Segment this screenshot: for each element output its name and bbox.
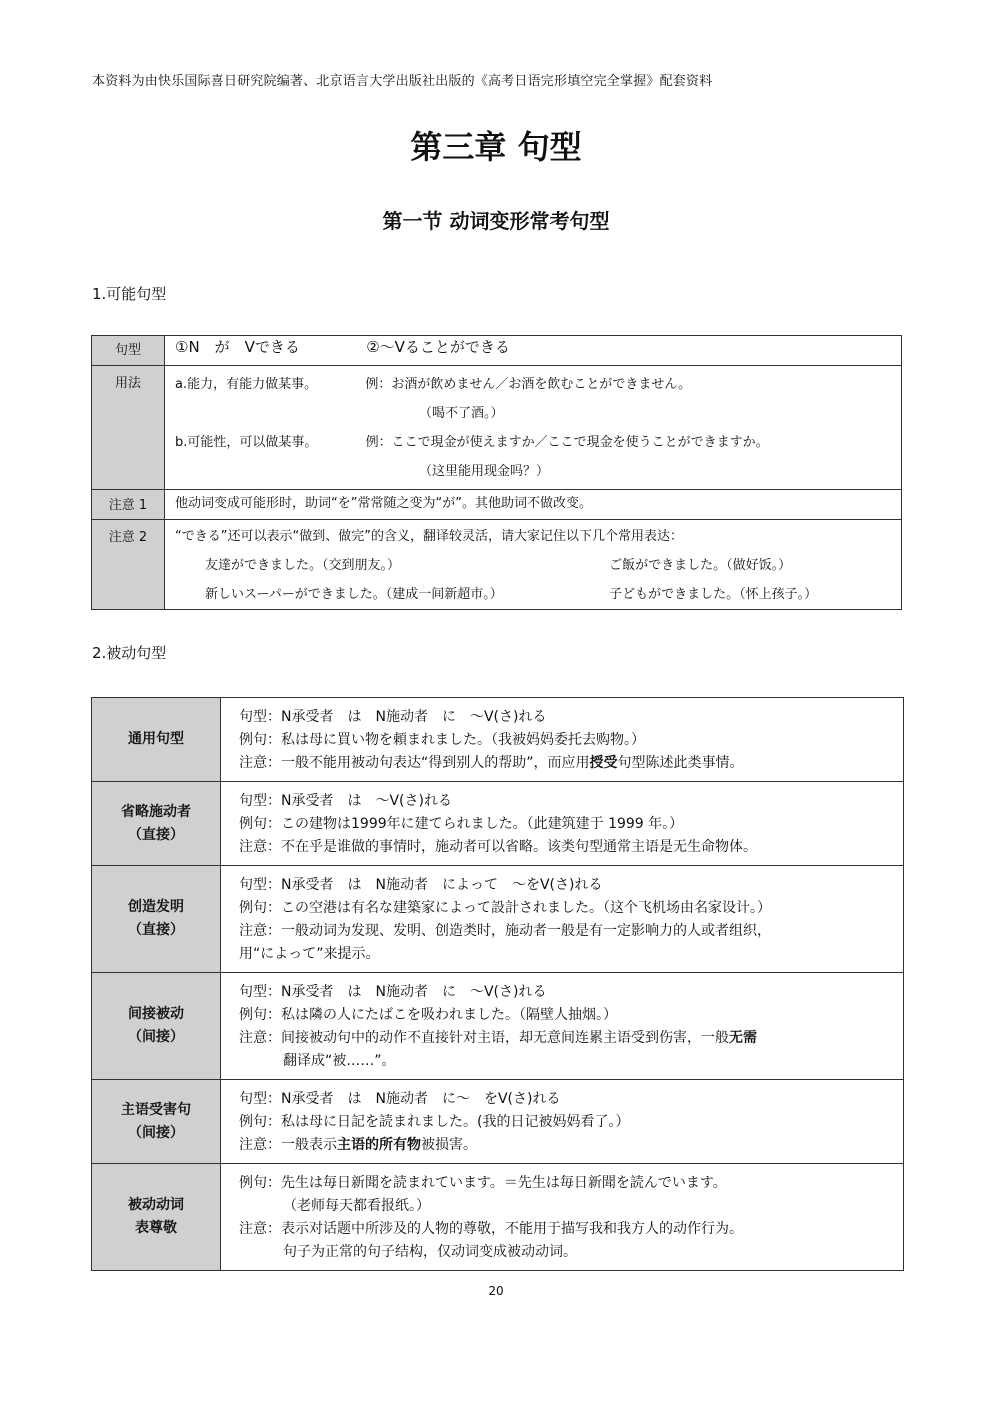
passive-row-content (221, 973, 904, 1080)
passive-note: 注意：一般表示主语的所有物被损害。 (239, 1137, 477, 1153)
note2-intro: “できる”还可以表示“做到、做完”的含义，翻译较灵活，请大家记住以下几个常用表达： (175, 529, 683, 544)
header-note: 本资料为由快乐国际喜日研究院编著、北京语言大学出版社出版的《高考日语完形填空完全掌握》配套资料 (92, 74, 713, 89)
row-label-note1: 注意 1 (92, 490, 165, 520)
section2-heading: 2.被动句型 (92, 644, 167, 662)
passive-example-translation: （老师每天都看报纸。） (283, 1198, 430, 1214)
passive-row-label: 主语受害句 （间接） (92, 1080, 221, 1164)
passive-example: 例句：私は隣の人にたばこを吸われました。（隔壁人抽烟。） (239, 1007, 617, 1023)
row-label-note2: 注意 2 (92, 520, 165, 610)
note1-cell (165, 490, 902, 520)
passive-row-label: 创造发明 （直接） (92, 866, 221, 973)
passive-pattern: 句型：N承受者 は N施动者 に ～V(さ)れる (239, 709, 547, 725)
pattern-cell (165, 336, 902, 366)
table-row (92, 782, 904, 866)
usage-a-text: a.能力，有能力做某事。 (175, 377, 318, 392)
passive-pattern: 句型：N承受者 は ～V(さ)れる (239, 793, 452, 809)
row-label-usage: 用法 (92, 366, 165, 490)
usage-b-translation: （这里能用现金吗？） (419, 464, 550, 479)
usage-b-example: 例：ここで現金が使えますか／ここで現金を使うことができますか。 (365, 435, 769, 450)
passive-pattern: 句型：N承受者 は N施动者 に ～V(さ)れる (239, 984, 547, 1000)
table-row (92, 490, 902, 520)
passive-row-content (221, 1080, 904, 1164)
passive-note-continued: 翻译成“被……”。 (283, 1053, 396, 1069)
passive-note: 注意：间接被动句中的动作不直接针对主语，却无意间连累主语受到伤害，一般无需 (239, 1030, 757, 1046)
table-row (92, 1164, 904, 1271)
section1-heading: 1.可能句型 (92, 285, 167, 303)
passive-note: 注意：一般动词为发现、发明、创造类时，施动者一般是有一定影响力的人或者组织， (239, 923, 771, 939)
row-label-pattern: 句型 (92, 336, 165, 366)
passive-row-content (221, 1164, 904, 1271)
page-number: 20 (488, 1284, 504, 1298)
pattern-part2: ②～Vることができる (366, 338, 510, 356)
passive-pattern: 句型：N承受者 は N施动者 によって ～をV(さ)れる (239, 877, 603, 893)
table-row (92, 336, 902, 366)
table-row (92, 520, 902, 610)
table-row (92, 698, 904, 782)
passive-row-label: 通用句型 (92, 698, 221, 782)
passive-row-content (221, 698, 904, 782)
section-title: 第一节 动词变形常考句型 (382, 209, 610, 233)
potential-pattern-table (91, 335, 902, 610)
note2-example-2: ご飯ができました。（做好饭。） (609, 558, 792, 573)
passive-row-content (221, 782, 904, 866)
passive-row-label: 省略施动者 （直接） (92, 782, 221, 866)
passive-example: 例句：この建物は1999年に建てられました。（此建筑建于 1999 年。） (239, 816, 684, 832)
note2-example-4: 子どもができました。（怀上孩子。） (609, 587, 818, 602)
passive-pattern-table (91, 697, 904, 1271)
note1-text: 他动词变成可能形时，助词“を”常常随之变为“が”。其他助词不做改变。 (175, 496, 592, 511)
note2-example-1: 友達ができました。（交到朋友。） (205, 558, 401, 573)
usage-a-translation: （喝不了酒。） (419, 406, 504, 421)
passive-example: 例句：私は母に買い物を頼まれました。（我被妈妈委托去购物。） (239, 732, 645, 748)
usage-a-example: 例：お酒が飲めません／お酒を飲むことができません。 (365, 377, 692, 392)
passive-row-label: 间接被动 （间接） (92, 973, 221, 1080)
passive-row-label: 被动动词 表尊敬 (92, 1164, 221, 1271)
note2-example-3: 新しいスーパーができました。（建成一间新超市。） (205, 587, 503, 602)
passive-example: 例句：私は母に日記を読まれました。(我的日记被妈妈看了。） (239, 1114, 630, 1130)
usage-b-text: b.可能性，可以做某事。 (175, 435, 318, 450)
passive-note: 注意：表示对话题中所涉及的人物的尊敬，不能用于描写我和我方人的动作行为。 (239, 1221, 743, 1237)
table-row (92, 366, 902, 490)
table-row (92, 866, 904, 973)
passive-note-continued: 句子为正常的句子结构，仅动词变成被动动词。 (283, 1244, 577, 1260)
usage-cell (165, 366, 902, 490)
passive-note: 注意：一般不能用被动句表达“得到别人的帮助”，而应用授受句型陈述此类事情。 (239, 755, 744, 771)
passive-note-continued: 用“によって”来提示。 (239, 946, 380, 962)
passive-note: 注意：不在乎是谁做的事情时，施动者可以省略。该类句型通常主语是无生命物体。 (239, 839, 757, 855)
passive-example: 例句：先生は毎日新聞を読まれています。＝先生は毎日新聞を読んでいます。 (239, 1175, 727, 1191)
chapter-title: 第三章 句型 (410, 128, 582, 166)
pattern-part1: ①N が Vできる (175, 338, 300, 356)
note2-cell (165, 520, 902, 610)
table-row (92, 973, 904, 1080)
passive-example: 例句：この空港は有名な建築家によって設計されました。（这个飞机场由名家设计。） (239, 900, 771, 916)
table-row (92, 1080, 904, 1164)
passive-pattern: 句型：N承受者 は N施动者 に～ をV(さ)れる (239, 1091, 561, 1107)
passive-row-content (221, 866, 904, 973)
